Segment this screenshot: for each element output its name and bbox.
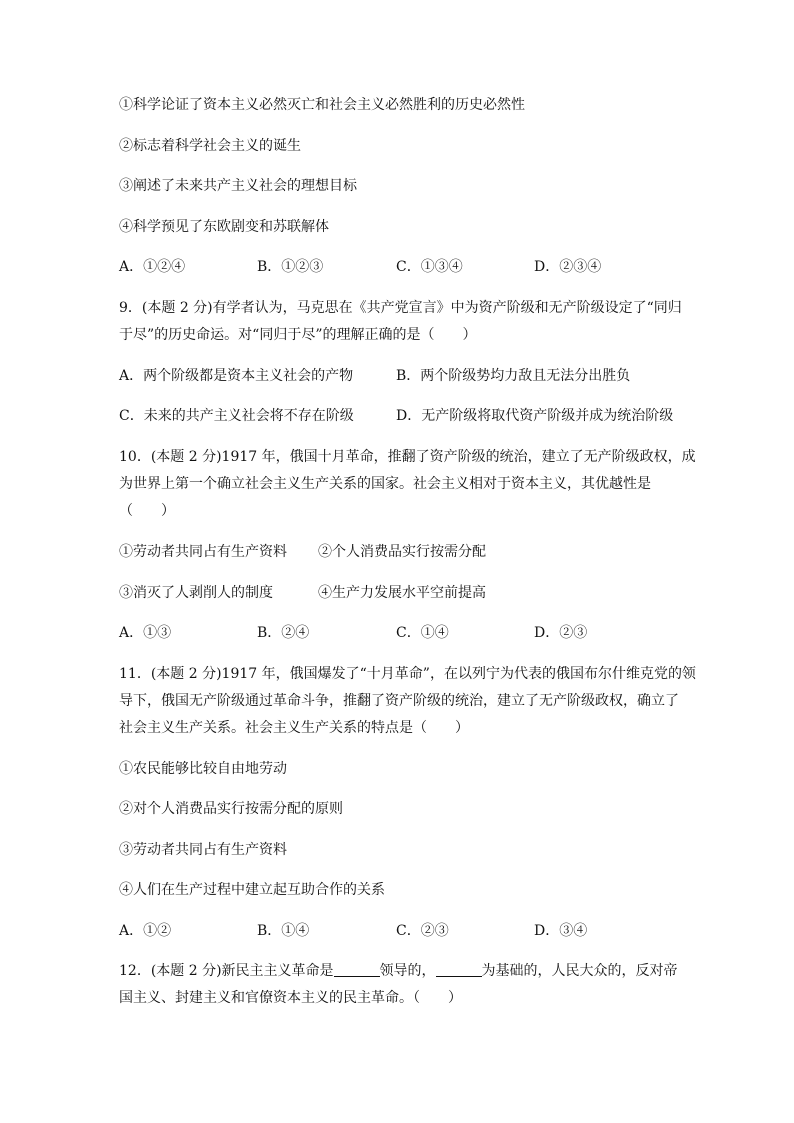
q9-option-c: C．未来的共产主义社会将不存在阶级 <box>119 408 354 424</box>
q9-stem-line-1: 9．(本题 2 分)有学者认为，马克思在《共产党宣言》中为资产阶级和无产阶级设定了“同归 <box>119 300 682 316</box>
q11-stem-line-3: 社会主义生产关系。社会主义生产关系的特点是（ ） <box>119 720 469 736</box>
q11-option-d: D．③④ <box>534 923 588 939</box>
q11-option-c: C．②③ <box>396 923 449 939</box>
q10-option-a: A．①③ <box>119 625 172 641</box>
q8-option-d: D．②③④ <box>534 259 602 275</box>
q10-stem-line-1: 10．(本题 2 分)1917 年，俄国十月革命，推翻了资产阶级的统治，建立了无产阶级政权，成 <box>119 449 696 465</box>
q8-statement-3: ③阐述了未来共产主义社会的理想目标 <box>119 178 357 194</box>
q8-statement-1: ①科学论证了资本主义必然灭亡和社会主义必然胜利的历史必然性 <box>119 97 525 113</box>
q11-statement-1: ①农民能够比较自由地劳动 <box>119 761 287 777</box>
q11-option-a: A．①② <box>119 923 172 939</box>
q10-stem-line-2: 为世界上第一个确立社会主义生产关系的国家。社会主义相对于资本主义，其优越性是 <box>119 476 651 492</box>
q8-statement-4: ④科学预见了东欧剧变和苏联解体 <box>119 219 329 235</box>
q11-statement-4: ④人们在生产过程中建立起互助合作的关系 <box>119 882 385 898</box>
q12-stem-part-1: 12．(本题 2 分)新民主主义革命是 <box>119 963 334 979</box>
q8-statement-2: ②标志着科学社会主义的诞生 <box>119 138 301 154</box>
q11-option-b: B．①④ <box>257 923 310 939</box>
q9-stem-line-2: 于尽”的历史命运。对“同归于尽”的理解正确的是（ ） <box>119 327 477 343</box>
q12-blank-1 <box>334 962 380 977</box>
q9-option-d: D．无产阶级将取代资产阶级并成为统治阶级 <box>396 408 674 424</box>
q10-option-b: B．②④ <box>257 625 310 641</box>
q11-stem-line-1: 11．(本题 2 分)1917 年，俄国爆发了“十月革命”，在以列宁为代表的俄国布尔什维克党的领 <box>119 666 696 682</box>
q10-statement-1: ①劳动者共同占有生产资料 <box>119 544 287 560</box>
q11-stem-line-2: 导下，俄国无产阶级通过革命斗争，推翻了资产阶级的统治，建立了无产阶级政权，确立了 <box>119 693 679 709</box>
q9-option-b: B．两个阶级势均力敌且无法分出胜负 <box>396 368 631 384</box>
q11-statement-2: ②对个人消费品实行按需分配的原则 <box>119 801 343 817</box>
q8-option-b: B．①②③ <box>257 259 324 275</box>
q11-statement-3: ③劳动者共同占有生产资料 <box>119 842 287 858</box>
q9-option-a: A．两个阶级都是资本主义社会的产物 <box>119 368 354 384</box>
q12-blank-2 <box>436 962 482 977</box>
q10-option-c: C．①④ <box>396 625 449 641</box>
q8-option-c: C．①③④ <box>396 259 463 275</box>
q12-stem-line-1 <box>119 962 678 980</box>
q10-option-d: D．②③ <box>534 625 588 641</box>
q12-stem-part-2: 领导的， <box>379 963 436 979</box>
q12-stem-line-2: 国主义、封建主义和官僚资本主义的民主革命。（ ） <box>119 990 462 1006</box>
q10-statement-2: ②个人消费品实行按需分配 <box>318 544 486 560</box>
q10-statement-3: ③消灭了人剥削人的制度 <box>119 585 273 601</box>
q8-option-a: A．①②④ <box>119 259 186 275</box>
q10-stem-line-3: （ ） <box>119 503 175 519</box>
q10-statement-4: ④生产力发展水平空前提高 <box>318 585 486 601</box>
q12-stem-part-3: 为基础的，人民大众的，反对帝 <box>481 963 678 979</box>
